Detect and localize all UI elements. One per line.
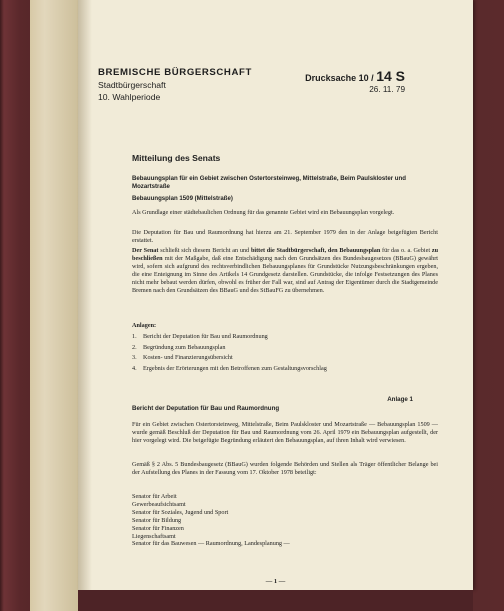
list-item: Senator für Bildung (132, 516, 182, 524)
paragraph-2: Die Deputation für Bau und Raumordnung hat hierzu am 21. September 1979 den in der Anlage beigefügten Bericht erstattet. (132, 229, 438, 244)
paragraph-3 (132, 247, 438, 294)
paragraph-3-subject: Der Senat (132, 247, 159, 254)
list-item: Senator für Arbeit (132, 493, 177, 500)
list-item: Liegenschaftsamt (132, 532, 176, 540)
list-item: Gewerbeaufsichtsamt (132, 500, 186, 508)
attachments-list (132, 322, 438, 374)
section-paragraph-2: Gemäß § 2 Abs. 5 Bundesbaugesetz (BBauG) wurden folgende Behörden und Stellen als Träger öffentlicher Belange bei der Aufstellung des Planes in der Fassung vom 17. Oktober 1978 beteiligt: (132, 461, 438, 476)
attachment-item: 1. Bericht der Deputation für Bau und Raumordnung (132, 333, 268, 340)
attachment-item: 4. Ergebnis der Erörterungen mit den Betroffenen zum Gestaltungsvorschlag (132, 364, 327, 372)
paragraph-1: Als Grundlage einer städtebaulichen Ordnung für das genannte Gebiet wird ein Bebauungsplan vorgelegt. (132, 209, 395, 216)
document-subject (132, 175, 438, 203)
attachment-item: 3. Kosten- und Finanzierungsübersicht (132, 354, 233, 362)
legislative-period: 10. Wahlperiode (98, 92, 161, 102)
drucksache-number: 14 S (376, 68, 405, 84)
organization-name: BREMISCHE BÜRGERSCHAFT (98, 67, 252, 78)
paragraph-3-resolve: zu beschließen (132, 247, 439, 262)
list-item: Senator für Soziales, Jugend und Sport (132, 508, 229, 516)
attachments-heading: Anlagen: (132, 322, 157, 329)
paragraph-3-request: bittet die Stadtbürgerschaft, den Bebauungsplan (250, 247, 381, 254)
list-item: Senator für das Bauwesen — Raumordnung, Landesplanung — (132, 540, 290, 548)
list-item: Senator für Finanzen (132, 524, 184, 532)
attachment-item: 2. Begründung zum Bebauungsplan (132, 343, 226, 351)
section-title: Bericht der Deputation für Bau und Raumordnung (132, 405, 280, 412)
page-number: — 1 — (265, 578, 286, 585)
body-name: Stadtbürgerschaft (98, 80, 166, 90)
subject-plan-number: Bebauungsplan 1509 (Mittelstraße) (132, 194, 233, 202)
paragraph-3-part-c: mit der Maßgabe, daß eine Entschädigung nach den Grundsätzen des Bundesbaugesetzes (BBauG) gewährt wird, sofern sich aufgrund des rechtsverbindlichen Bebauungsplanes für Grundstücke Nutzungsbeschränkungen ergeben, die eine Enteignung im Sinne des Artikels 14 Grundgesetz darstellen. Grundstücke, die infolge Festsetzungen des Planes nicht mehr bebaut werden dürfen, obwohl es früher der Fall war, sind auf Antrag der Eigentümer durch die Stadtgemeinde Bremen nach den Grundsätzen des BBauG und des StBauFG zu übernehmen. (132, 254, 438, 294)
paragraph-3-part-a: schließt sich diesem Bericht an und (160, 247, 250, 254)
anlage-label: Anlage 1 (387, 396, 413, 403)
previous-page-edge (30, 0, 78, 611)
binder-bottom-edge (78, 590, 473, 611)
section-paragraph-1: Für ein Gebiet zwischen Ostertorsteinweg, Mittelstraße, Beim Paulskloster und Mozartstraße — Bebauungsplan 1509 — wurde gemäß Beschluß der Deputation für Bau und Raumordnung vom 26. April 1979 ein Bebauungsplan aufgestellt, der hier vorgelegt wird. Die beigefügte Begründung erläutert den Bebauungsplan, auf ihren Inhalt wird verwiesen. (132, 421, 438, 444)
drucksache-prefix: Drucksache 10 / (305, 73, 374, 83)
participants-list (132, 493, 438, 548)
document-date: 26. 11. 79 (369, 85, 405, 94)
subject-line: Bebauungsplan für ein Gebiet zwischen Ostertorsteinweg, Mittelstraße, Beim Paulskloster und Mozartstraße (132, 175, 406, 191)
drucksache-reference (305, 68, 405, 84)
document-page (78, 0, 473, 590)
document-title: Mitteilung des Senats (132, 153, 221, 163)
paragraph-3-part-b: für das o. a. Gebiet (382, 247, 431, 254)
